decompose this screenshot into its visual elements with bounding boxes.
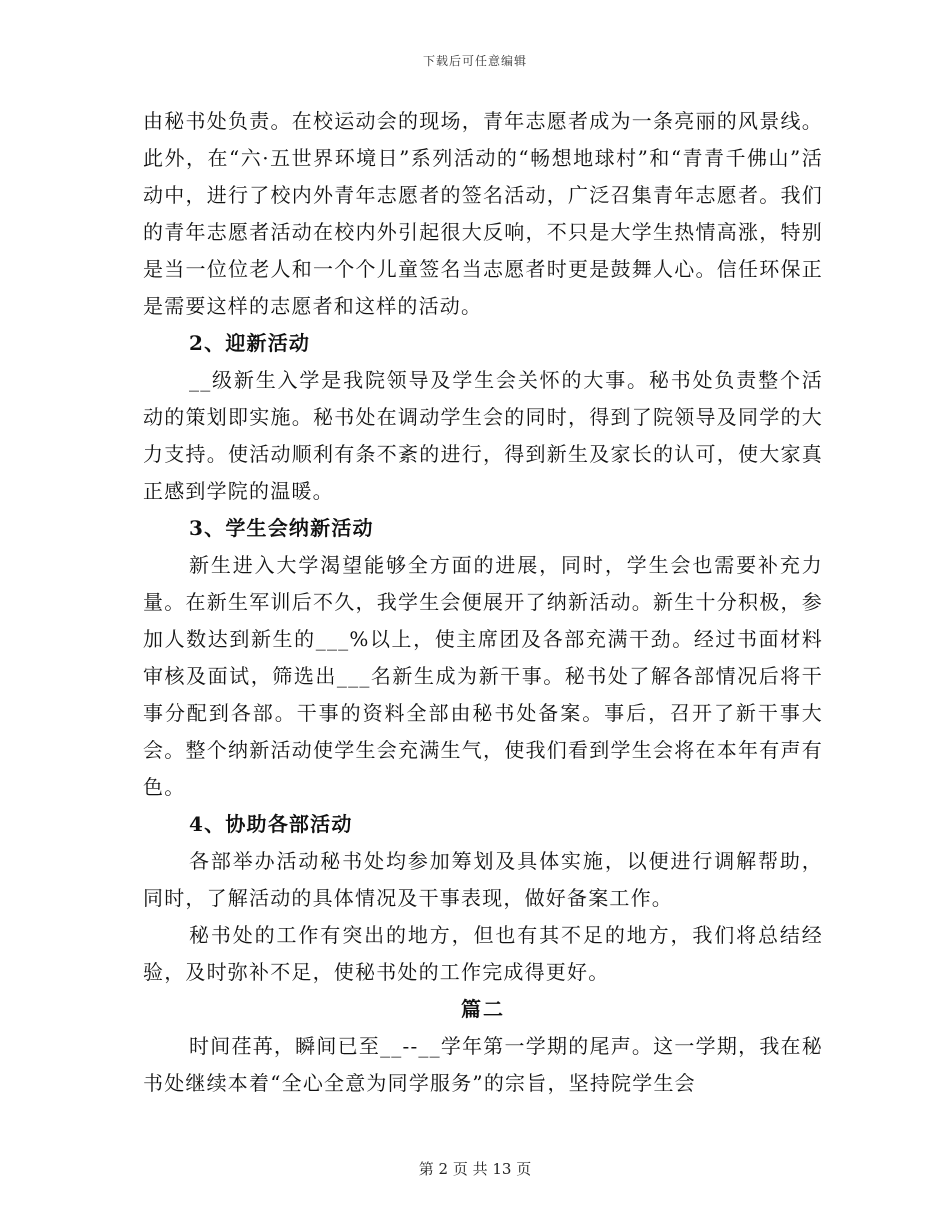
section-title: 篇二 [461, 997, 505, 1021]
paragraph-welcome-freshmen: __级新生入学是我院领导及学生会关怀的大事。秘书处负责整个活动的策划即实施。秘书处在调动学生会的同时，得到了院领导及同学的大力支持。使活动顺利有条不紊的进行，得到新生及家长的认可，使大家真正感到学院的温暖。 [143, 368, 823, 503]
paragraph-summary: 秘书处的工作有突出的地方，但也有其不足的地方，我们将总结经验，及时弥补不足，使秘书处的工作完成得更好。 [143, 923, 823, 984]
paragraph-assist-departments: 各部举办活动秘书处均参加筹划及具体实施，以便进行调解帮助，同时，了解活动的具体情况及干事表现，做好备案工作。 [143, 849, 823, 910]
heading-welcome-freshmen: 2、迎新活动 [189, 331, 311, 355]
paragraph-recruitment: 新生进入大学渴望能够全方面的进展，同时，学生会也需要补充力量。在新生军训后不久，我学生会便展开了纳新活动。新生十分积极，参加人数达到新生的___%以上，使主席团及各部充满干劲。经过书面材料审核及面试，筛选出___名新生成为新干事。秘书处了解各部情况后将干事分配到各部。干事的资料全部由秘书处备案。事后，召开了新干事大会。整个纳新活动使学生会充满生气，使我们看到学生会将在本年有声有色。 [143, 553, 823, 799]
page-number: 第 2 页 共 13 页 [418, 1160, 532, 1178]
heading-recruitment: 3、学生会纳新活动 [189, 516, 374, 540]
paragraph-volunteers: 由秘书处负责。在校运动会的现场，青年志愿者成为一条亮丽的风景线。此外，在“六·五世界环境日”系列活动的“畅想地球村”和“青青千佛山”活动中，进行了校内外青年志愿者的签名活动，广泛召集青年志愿者。我们的青年志愿者活动在校内外引起很大反响，不只是大学生热情高涨，特别是当一位位老人和一个个儿童签名当志愿者时更是鼓舞人心。信任环保正是需要这样的志愿者和这样的活动。 [143, 109, 823, 318]
document-body [143, 103, 823, 1102]
heading-assist-departments: 4、协助各部活动 [189, 812, 353, 836]
paragraph-section-two-intro: 时间荏苒，瞬间已至__--__学年第一学期的尾声。这一学期，我在秘书处继续本着“全心全意为同学服务”的宗旨，坚持院学生会 [143, 1034, 823, 1095]
page-header: 下载后可任意编辑 [422, 54, 527, 68]
